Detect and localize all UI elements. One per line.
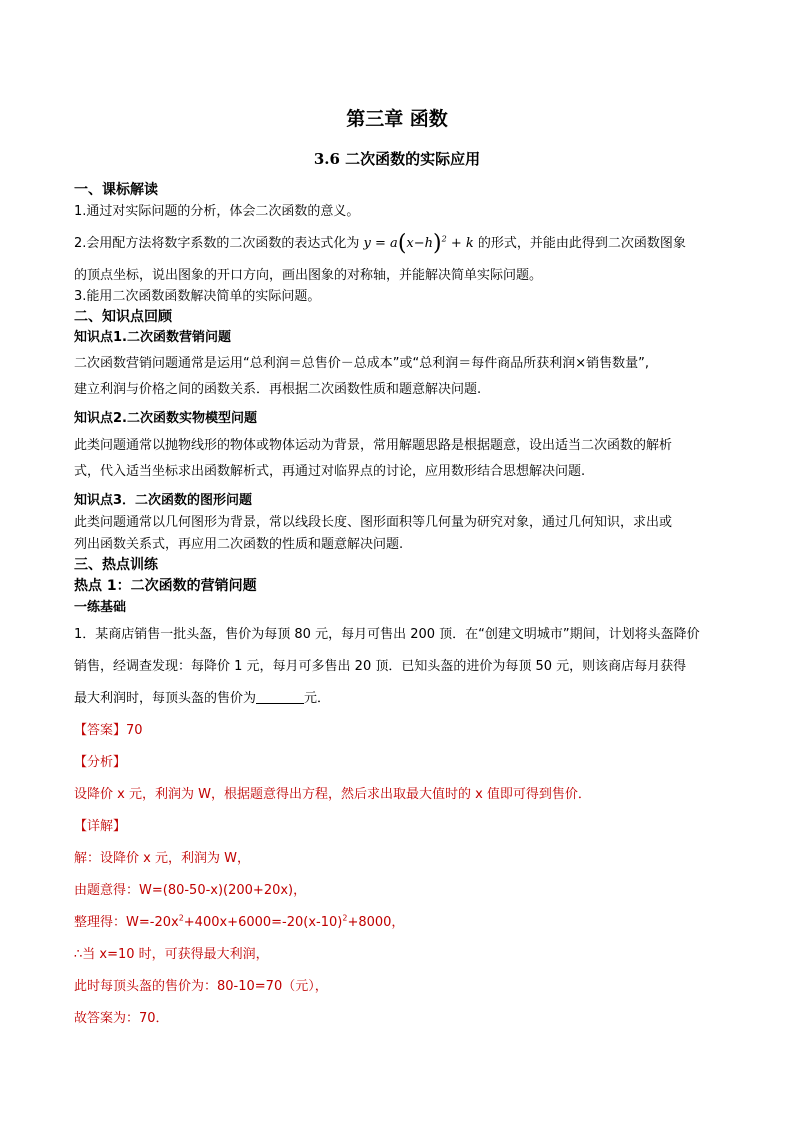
solution-step-5: 此时每顶头盔的售价为：80-10=70（元）， <box>74 979 328 994</box>
q1-line1: 1．某商店销售一批头盔，售价为每顶 80 元，每月可售出 200 顶．在“创建文明城市”期间，计划将头盔降价 <box>74 627 700 642</box>
k3-line1: 此类问题通常以几何图形为背景，常以线段长度、图形面积等几何量为研究对象，通过几何知识，求出或 <box>74 515 673 530</box>
part1-item2-cont: 的顶点坐标，说出图象的开口方向，画出图象的对称轴，并能解决简单实际问题。 <box>74 268 543 283</box>
q1-line3-post: 元． <box>304 691 331 706</box>
solution-step-6: 故答案为：70． <box>74 1011 169 1026</box>
part3-heading: 三、热点训练 <box>74 557 158 573</box>
step3-part-c: +8000， <box>347 915 405 930</box>
part1-item1: 1.通过对实际问题的分析，体会二次函数的意义。 <box>74 204 360 219</box>
answer-blank <box>256 691 304 704</box>
analysis-text: 设降价 x 元，利润为 W，根据题意得出方程，然后求出取最大值时的 x 值即可得到售价． <box>74 787 591 802</box>
part2-heading: 二、知识点回顾 <box>74 309 172 325</box>
step3-sup-1: 2 <box>178 913 184 923</box>
vertex-form-formula: $y = a(x-h)^2 + k$ <box>363 231 474 256</box>
part1-item2-post: 的形式，并能由此得到二次函数图象 <box>477 236 686 251</box>
chapter-title: 第三章 函数 <box>346 108 448 130</box>
analysis-label: 【分析】 <box>74 755 127 770</box>
k2-title: 知识点2.二次函数实物模型问题 <box>74 411 257 426</box>
part1-item2 <box>74 231 686 256</box>
solution-step-4: ∴当 x=10 时，可获得最大利润， <box>74 947 269 962</box>
k2-line1: 此类问题通常以抛物线形的物体或物体运动为背景，常用解题思路是根据题意，设出适当二次函数的解析 <box>74 438 673 453</box>
solution-step-3 <box>74 914 404 932</box>
part1-item2-pre: 2.会用配方法将数字系数的二次函数的表达式化为 <box>74 236 360 251</box>
q1-line2: 销售，经调查发现：每降价 1 元，每月可多售出 20 顶．已知头盔的进价为每顶 50 元，则该商店每月获得 <box>74 659 687 674</box>
section-title: 3.6 二次函数的实际应用 <box>313 150 481 168</box>
basic-label: 一练基础 <box>74 600 127 615</box>
step3-part-b: +400x+6000=-20(x-10) <box>183 915 343 930</box>
k2-line2: 式，代入适当坐标求出函数解析式，再通过对临界点的讨论，应用数形结合思想解决问题. <box>74 464 586 479</box>
k3-line2: 列出函数关系式，再应用二次函数的性质和题意解决问题. <box>74 537 404 552</box>
part1-item3: 3.能用二次函数函数解决简单的实际问题。 <box>74 289 321 304</box>
k1-line2: 建立利润与价格之间的函数关系．再根据二次函数性质和题意解决问题. <box>74 382 482 397</box>
step3-part-a: 整理得：W=-20x <box>74 915 179 930</box>
answer-line: 【答案】70 <box>74 723 143 738</box>
q1-line3 <box>74 690 330 708</box>
detail-label: 【详解】 <box>74 819 127 834</box>
k1-line1: 二次函数营销问题通常是运用“总利润＝总售价－总成本”或“总利润＝每件商品所获利润×销售数量”, <box>74 356 649 371</box>
step3-sup-2: 2 <box>342 913 348 923</box>
part1-heading: 一、课标解读 <box>74 182 158 198</box>
k1-title: 知识点1.二次函数营销问题 <box>74 330 231 345</box>
solution-step-1: 解：设降价 x 元，利润为 W， <box>74 851 250 866</box>
solution-step-2: 由题意得：W=(80-50-x)(200+20x)， <box>74 883 307 898</box>
hot1-title: 热点 1：二次函数的营销问题 <box>74 578 257 594</box>
k3-title: 知识点3．二次函数的图形问题 <box>74 493 253 508</box>
q1-line3-pre: 最大利润时，每顶头盔的售价为 <box>74 691 257 706</box>
